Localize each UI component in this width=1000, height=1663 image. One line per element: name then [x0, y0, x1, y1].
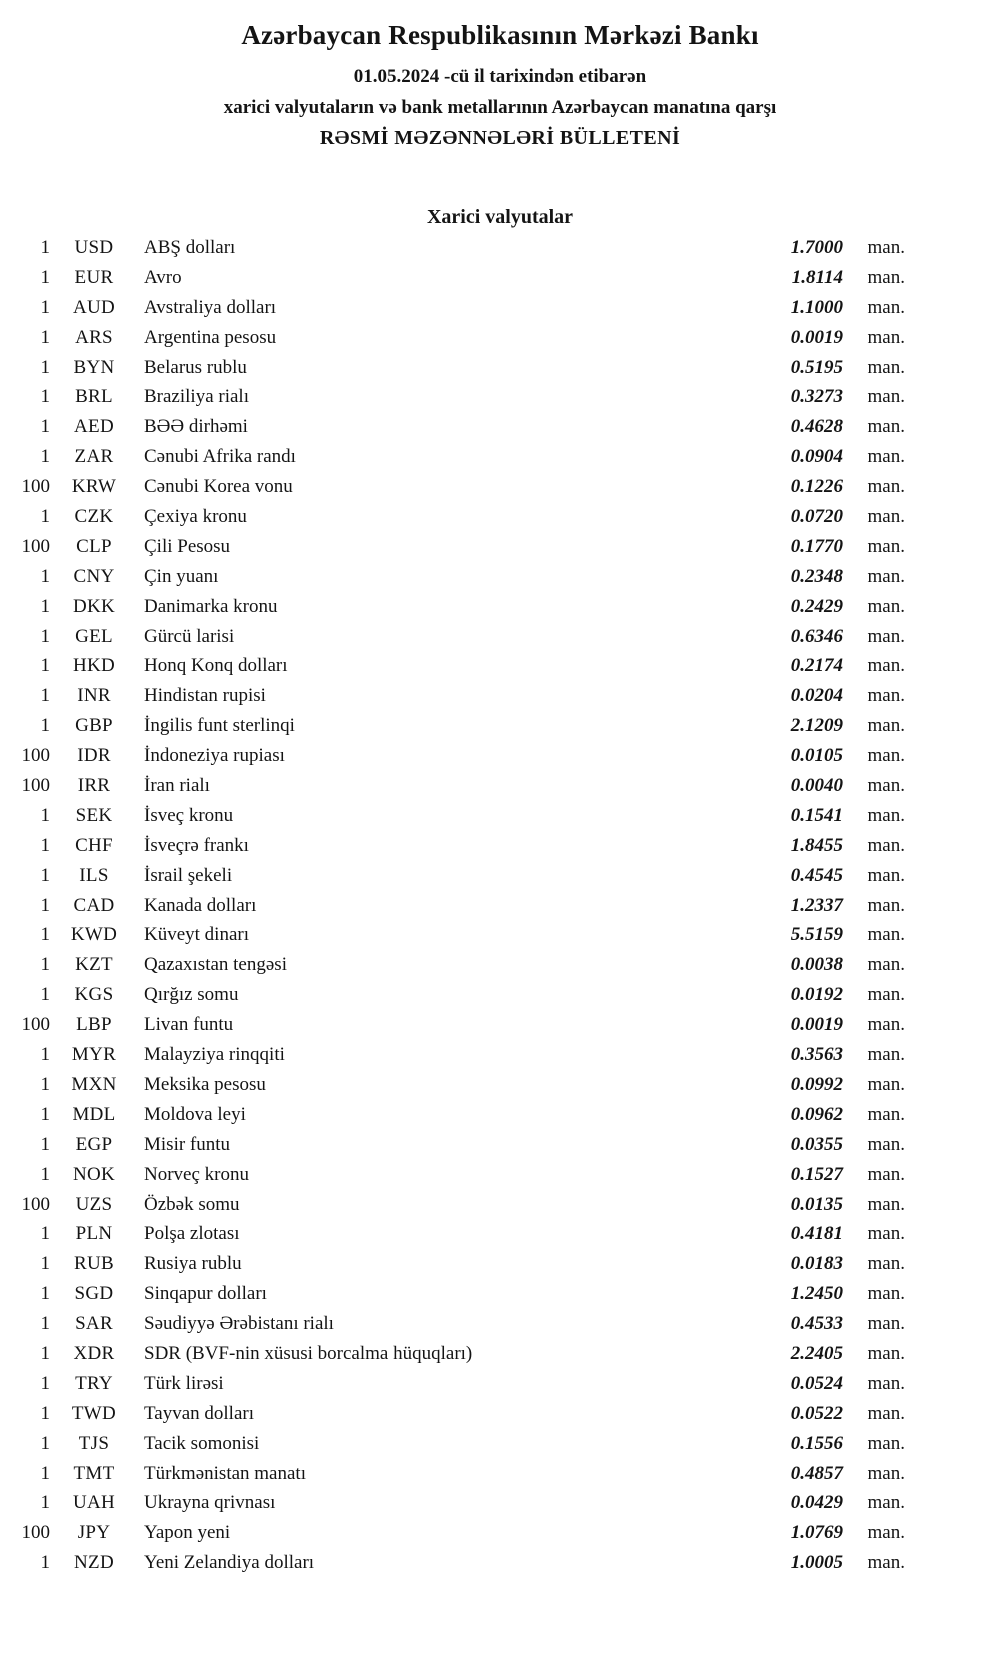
code-cell: XDR [73, 1342, 115, 1364]
code-cell: SAR [75, 1313, 113, 1335]
unit-cell: man. [867, 386, 905, 408]
qty-cell: 1 [40, 1552, 50, 1574]
currency-name-cell: İsveç kronu [144, 804, 234, 826]
qty-cell: 100 [21, 535, 50, 557]
rate-row [8, 1433, 905, 1463]
rate-row [8, 1134, 905, 1164]
rate-row [8, 1373, 905, 1403]
unit-cell: man. [867, 1133, 905, 1155]
rate-cell: 1.0005 [790, 1552, 843, 1574]
code-cell: RUB [74, 1253, 114, 1275]
unit-cell: man. [867, 1372, 905, 1394]
rate-cell: 0.3563 [790, 1044, 843, 1066]
rate-cell: 0.0524 [790, 1372, 843, 1394]
qty-cell: 1 [40, 1372, 50, 1394]
unit-cell: man. [867, 1193, 905, 1215]
rate-row [8, 566, 905, 596]
unit-cell: man. [867, 356, 905, 378]
rate-row [8, 416, 905, 446]
currency-name-cell: Küveyt dinarı [144, 924, 250, 946]
code-cell: LBP [76, 1014, 112, 1036]
currency-name-cell: Sinqapur dolları [144, 1283, 267, 1305]
rate-cell: 0.6346 [790, 625, 843, 647]
rate-cell: 0.4181 [790, 1223, 843, 1245]
currency-name-cell: Qazaxıstan tengəsi [144, 954, 287, 976]
rate-cell: 0.0720 [790, 506, 843, 528]
currency-name-cell: Özbək somu [144, 1193, 240, 1215]
code-cell: EGP [75, 1133, 113, 1155]
code-cell: USD [74, 237, 114, 258]
code-cell: TMT [73, 1462, 115, 1484]
rate-cell: 1.0769 [790, 1522, 843, 1544]
rate-row [8, 596, 905, 626]
rate-row [8, 1552, 905, 1582]
code-cell: EUR [74, 266, 114, 288]
rate-cell: 1.1000 [790, 296, 843, 318]
qty-cell: 1 [40, 1103, 50, 1125]
rate-cell: 2.2405 [790, 1342, 843, 1364]
currency-name-cell: Meksika pesosu [144, 1073, 266, 1095]
currency-name-cell: Çili Pesosu [144, 535, 231, 557]
rate-row [8, 1283, 905, 1313]
unit-cell: man. [867, 1223, 905, 1245]
rate-row [8, 386, 905, 416]
qty-cell: 1 [40, 685, 50, 707]
rate-cell: 0.0962 [790, 1103, 843, 1125]
code-cell: ILS [79, 864, 109, 886]
unit-cell: man. [867, 326, 905, 348]
rate-row [8, 954, 905, 984]
unit-cell: man. [867, 1283, 905, 1305]
qty-cell: 1 [40, 1253, 50, 1275]
qty-cell: 1 [40, 1163, 50, 1185]
currency-name-cell: Honq Konq dolları [144, 655, 288, 677]
rate-cell: 2.1209 [790, 715, 843, 737]
code-cell: TWD [71, 1402, 117, 1424]
currency-name-cell: Türkmənistan manatı [144, 1462, 306, 1484]
code-cell: GEL [75, 625, 113, 647]
qty-cell: 1 [40, 864, 50, 886]
bulletin-title: RƏSMİ MƏZƏNNƏLƏRİ BÜLLETENİ [319, 127, 681, 149]
rate-row [8, 506, 905, 536]
rate-cell: 0.4628 [790, 416, 843, 438]
rates-table [0, 237, 1000, 1582]
rate-row [8, 1014, 905, 1044]
unit-cell: man. [867, 416, 905, 438]
rate-cell: 1.7000 [790, 237, 843, 258]
rate-cell: 0.0355 [790, 1133, 843, 1155]
rate-cell: 0.1770 [790, 535, 843, 557]
unit-cell: man. [867, 1342, 905, 1364]
qty-cell: 1 [40, 416, 50, 438]
code-cell: NOK [72, 1163, 116, 1185]
code-cell: CZK [74, 506, 114, 528]
rate-row [8, 237, 905, 267]
qty-cell: 1 [40, 655, 50, 677]
code-cell: KZT [75, 954, 113, 976]
code-cell: KGS [74, 984, 114, 1006]
code-cell: BYN [73, 356, 115, 378]
currency-name-cell: Kanada dolları [144, 894, 257, 916]
unit-cell: man. [867, 1402, 905, 1424]
currency-name-cell: Hindistan rupisi [144, 685, 266, 707]
code-cell: GBP [75, 715, 113, 737]
rate-cell: 5.5159 [790, 924, 843, 946]
rate-row [8, 685, 905, 715]
unit-cell: man. [867, 237, 905, 258]
unit-cell: man. [867, 1073, 905, 1095]
unit-cell: man. [867, 595, 905, 617]
currency-name-cell: Çexiya kronu [144, 506, 247, 528]
code-cell: MYR [71, 1044, 117, 1066]
currency-name-cell: Polşa zlotası [144, 1223, 240, 1245]
qty-cell: 1 [40, 1432, 50, 1454]
rate-row [8, 536, 905, 566]
unit-cell: man. [867, 1492, 905, 1514]
rate-row [8, 1164, 905, 1194]
rate-row [8, 805, 905, 835]
qty-cell: 1 [40, 1223, 50, 1245]
rate-row [8, 1223, 905, 1253]
rate-cell: 0.1541 [790, 804, 843, 826]
currency-name-cell: Danimarka kronu [144, 595, 278, 617]
rate-row [8, 924, 905, 954]
unit-cell: man. [867, 1253, 905, 1275]
qty-cell: 1 [40, 1492, 50, 1514]
code-cell: INR [77, 685, 111, 707]
rate-cell: 0.0019 [790, 1014, 843, 1036]
rate-cell: 0.2429 [790, 595, 843, 617]
rate-cell: 0.0019 [790, 326, 843, 348]
rate-row [8, 1343, 905, 1373]
rate-cell: 0.3273 [790, 386, 843, 408]
rate-row [8, 1194, 905, 1224]
qty-cell: 100 [21, 745, 50, 767]
code-cell: MDL [72, 1103, 116, 1125]
rate-cell: 1.8455 [790, 834, 843, 856]
code-cell: NZD [74, 1552, 114, 1574]
rate-row [8, 1104, 905, 1134]
qty-cell: 1 [40, 1313, 50, 1335]
unit-cell: man. [867, 266, 905, 288]
unit-cell: man. [867, 775, 905, 797]
rate-row [8, 655, 905, 685]
rate-row [8, 1044, 905, 1074]
currency-name-cell: Ukrayna qrivnası [144, 1492, 276, 1514]
unit-cell: man. [867, 745, 905, 767]
rate-cell: 0.0038 [790, 954, 843, 976]
currency-name-cell: İngilis funt sterlinqi [144, 715, 295, 737]
qty-cell: 1 [40, 1342, 50, 1364]
rate-row [8, 357, 905, 387]
unit-cell: man. [867, 984, 905, 1006]
qty-cell: 1 [40, 894, 50, 916]
qty-cell: 100 [21, 1193, 50, 1215]
rate-row [8, 895, 905, 925]
currency-name-cell: Avro [144, 266, 182, 288]
rate-row [8, 1253, 905, 1283]
rate-row [8, 1313, 905, 1343]
code-cell: DKK [72, 595, 116, 617]
rate-cell: 0.4533 [790, 1313, 843, 1335]
qty-cell: 1 [40, 625, 50, 647]
qty-cell: 1 [40, 386, 50, 408]
currency-name-cell: Belarus rublu [144, 356, 247, 378]
currency-name-cell: Misir funtu [144, 1133, 231, 1155]
code-cell: ARS [75, 326, 113, 348]
unit-cell: man. [867, 864, 905, 886]
qty-cell: 1 [40, 595, 50, 617]
rate-row [8, 1522, 905, 1552]
code-cell: TJS [78, 1432, 110, 1454]
code-cell: IRR [77, 775, 111, 797]
currency-name-cell: Tacik somonisi [144, 1432, 260, 1454]
code-cell: CHF [75, 834, 113, 856]
currency-name-cell: İsveçrə frankı [144, 834, 249, 856]
rate-row [8, 775, 905, 805]
currency-name-cell: İran rialı [144, 775, 210, 797]
code-cell: CLP [76, 535, 112, 557]
code-cell: JPY [77, 1522, 111, 1544]
qty-cell: 1 [40, 506, 50, 528]
rate-cell: 0.1226 [790, 476, 843, 498]
unit-cell: man. [867, 804, 905, 826]
rate-cell: 1.2337 [790, 894, 843, 916]
rate-cell: 0.0992 [790, 1073, 843, 1095]
code-cell: AED [74, 416, 114, 438]
qty-cell: 1 [40, 237, 50, 258]
qty-cell: 1 [40, 1044, 50, 1066]
rate-row [8, 1403, 905, 1433]
unit-cell: man. [867, 1163, 905, 1185]
code-cell: CAD [73, 894, 115, 916]
rate-cell: 0.1556 [790, 1432, 843, 1454]
currency-name-cell: ABŞ dolları [144, 237, 236, 258]
code-cell: KWD [70, 924, 118, 946]
qty-cell: 1 [40, 984, 50, 1006]
rate-cell: 0.0135 [790, 1193, 843, 1215]
currency-name-cell: İndoneziya rupiası [144, 745, 285, 767]
code-cell: CNY [73, 565, 115, 587]
unit-cell: man. [867, 296, 905, 318]
unit-cell: man. [867, 446, 905, 468]
unit-cell: man. [867, 565, 905, 587]
qty-cell: 1 [40, 954, 50, 976]
qty-cell: 1 [40, 715, 50, 737]
code-cell: UZS [75, 1193, 113, 1215]
rate-row [8, 626, 905, 656]
page-title: Azərbaycan Respublikasının Mərkəzi Bankı [241, 20, 759, 50]
rate-cell: 1.2450 [790, 1283, 843, 1305]
rate-row [8, 1074, 905, 1104]
rate-cell: 0.0204 [790, 685, 843, 707]
rate-row [8, 865, 905, 895]
rate-row [8, 984, 905, 1014]
rate-cell: 0.0192 [790, 984, 843, 1006]
description-line: xarici valyutaların və bank metallarının Azərbaycan manatına qarşı [223, 97, 777, 118]
currency-name-cell: Braziliya rialı [144, 386, 249, 408]
rate-cell: 0.0183 [790, 1253, 843, 1275]
unit-cell: man. [867, 894, 905, 916]
unit-cell: man. [867, 506, 905, 528]
rate-cell: 0.0904 [790, 446, 843, 468]
currency-name-cell: Gürcü larisi [144, 625, 235, 647]
code-cell: IDR [77, 745, 111, 767]
rate-row [8, 1463, 905, 1493]
qty-cell: 1 [40, 1462, 50, 1484]
code-cell: UAH [72, 1492, 116, 1514]
rate-row [8, 267, 905, 297]
rate-row [8, 835, 905, 865]
qty-cell: 1 [40, 1283, 50, 1305]
unit-cell: man. [867, 1432, 905, 1454]
rate-cell: 0.0429 [790, 1492, 843, 1514]
currency-name-cell: Cənubi Afrika randı [144, 446, 296, 468]
unit-cell: man. [867, 1014, 905, 1036]
rate-cell: 0.1527 [790, 1163, 843, 1185]
currency-name-cell: Livan funtu [144, 1014, 234, 1036]
rate-row [8, 1492, 905, 1522]
code-cell: TRY [75, 1372, 113, 1394]
qty-cell: 1 [40, 446, 50, 468]
qty-cell: 1 [40, 565, 50, 587]
qty-cell: 100 [21, 775, 50, 797]
rate-row [8, 715, 905, 745]
unit-cell: man. [867, 1552, 905, 1574]
code-cell: HKD [72, 655, 116, 677]
qty-cell: 1 [40, 296, 50, 318]
code-cell: SEK [75, 804, 113, 826]
code-cell: ZAR [74, 446, 114, 468]
rate-cell: 0.2348 [790, 565, 843, 587]
currency-name-cell: Norveç kronu [144, 1163, 249, 1185]
qty-cell: 1 [40, 834, 50, 856]
currency-name-cell: Yapon yeni [144, 1522, 231, 1544]
unit-cell: man. [867, 834, 905, 856]
rate-row [8, 476, 905, 506]
unit-cell: man. [867, 1044, 905, 1066]
rate-cell: 0.4857 [790, 1462, 843, 1484]
currency-name-cell: Türk lirəsi [144, 1372, 224, 1394]
currency-name-cell: Çin yuanı [144, 565, 219, 587]
rate-cell: 0.0040 [790, 775, 843, 797]
rate-cell: 0.4545 [790, 864, 843, 886]
currency-name-cell: Tayvan dolları [144, 1402, 254, 1424]
unit-cell: man. [867, 1462, 905, 1484]
code-cell: MXN [71, 1073, 117, 1095]
unit-cell: man. [867, 1522, 905, 1544]
qty-cell: 100 [21, 1522, 50, 1544]
unit-cell: man. [867, 954, 905, 976]
code-cell: SGD [74, 1283, 114, 1305]
unit-cell: man. [867, 535, 905, 557]
qty-cell: 1 [40, 1133, 50, 1155]
unit-cell: man. [867, 715, 905, 737]
currency-name-cell: Yeni Zelandiya dolları [144, 1552, 315, 1574]
currency-name-cell: BƏƏ dirhəmi [144, 416, 248, 438]
unit-cell: man. [867, 625, 905, 647]
qty-cell: 1 [40, 924, 50, 946]
unit-cell: man. [867, 655, 905, 677]
code-cell: KRW [71, 476, 117, 498]
rate-row [8, 745, 905, 775]
currency-name-cell: SDR (BVF-nin xüsusi borcalma hüquqları) [144, 1342, 473, 1364]
currency-name-cell: Qırğız somu [144, 984, 239, 1006]
rate-cell: 0.5195 [790, 356, 843, 378]
qty-cell: 1 [40, 1402, 50, 1424]
currency-name-cell: Argentina pesosu [144, 326, 277, 348]
qty-cell: 100 [21, 476, 50, 498]
currency-name-cell: Rusiya rublu [144, 1253, 242, 1275]
section-title-foreign-currencies: Xarici valyutalar [426, 206, 574, 228]
rate-row [8, 297, 905, 327]
currency-name-cell: Moldova leyi [144, 1103, 246, 1125]
rate-cell: 0.0105 [790, 745, 843, 767]
rate-row [8, 327, 905, 357]
unit-cell: man. [867, 476, 905, 498]
code-cell: BRL [75, 386, 113, 408]
qty-cell: 1 [40, 356, 50, 378]
rate-cell: 0.0522 [790, 1402, 843, 1424]
unit-cell: man. [867, 1313, 905, 1335]
unit-cell: man. [867, 685, 905, 707]
code-cell: AUD [72, 296, 116, 318]
rate-cell: 0.2174 [790, 655, 843, 677]
rate-cell: 1.8114 [791, 266, 843, 288]
currency-name-cell: İsrail şekeli [144, 864, 233, 886]
rate-row [8, 446, 905, 476]
effective-date-line: 01.05.2024 -cü il tarixindən etibarən [353, 66, 647, 87]
qty-cell: 1 [40, 266, 50, 288]
unit-cell: man. [867, 924, 905, 946]
currency-name-cell: Avstraliya dolları [144, 296, 277, 318]
qty-cell: 1 [40, 1073, 50, 1095]
currency-name-cell: Səudiyyə Ərəbistanı rialı [144, 1313, 334, 1335]
unit-cell: man. [867, 1103, 905, 1125]
code-cell: PLN [75, 1223, 113, 1245]
currency-name-cell: Cənubi Korea vonu [144, 476, 293, 498]
qty-cell: 1 [40, 804, 50, 826]
currency-name-cell: Malayziya rinqqiti [144, 1044, 285, 1066]
qty-cell: 1 [40, 326, 50, 348]
qty-cell: 100 [21, 1014, 50, 1036]
